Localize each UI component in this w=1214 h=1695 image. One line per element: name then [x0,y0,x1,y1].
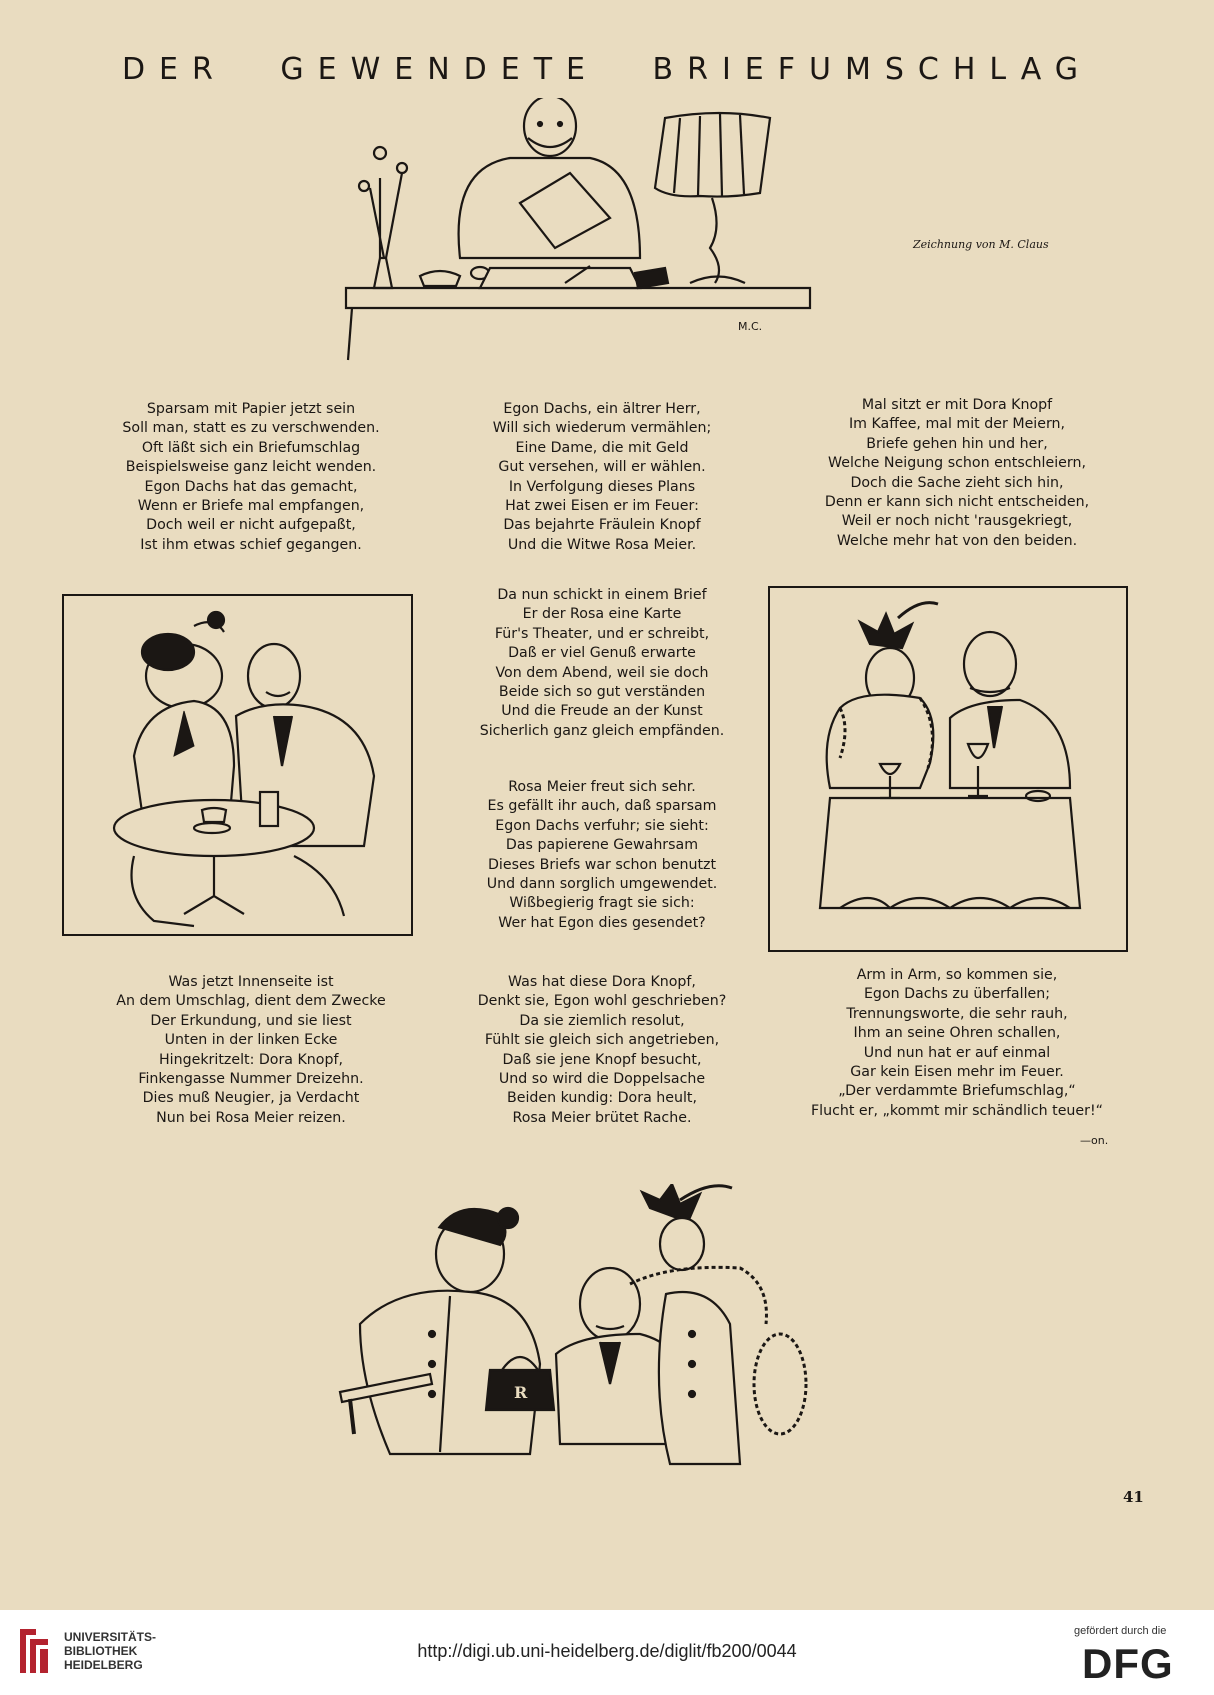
illustration-couple-cafe [64,596,409,932]
stanza-1 [86,400,416,555]
verse-line: Egon Dachs verfuhr; sie sieht: [495,817,709,834]
illustration-two-women-confront [320,1184,900,1474]
verse-line: Briefe gehen hin und her, [866,435,1048,452]
verse-line: Arm in Arm, so kommen sie, [856,967,1058,983]
verse-line: Im Kaffee, mal mit der Meiern, [848,416,1066,433]
verse-line: Doch weil er nicht aufgepaßt, [146,517,356,534]
author-signature: —on. [1080,1134,1109,1147]
illustration-man-at-desk [340,98,860,363]
bag-letter: R [514,1383,528,1402]
verse-line: Welche mehr hat von den beiden. [836,532,1078,549]
verse-line: Welche Neigung schon entschleiern, [828,455,1086,472]
verse-line: Beiden kundig: Dora heult, [506,1090,697,1107]
verse-line: Gut versehen, will er wählen. [498,459,706,476]
verse-line: Sicherlich ganz gleich empfänden. [479,722,725,739]
verse-line: Egon Dachs, ein ältrer Herr, [503,401,701,417]
verse-line: Beide sich so gut verständen [498,684,706,701]
institution-line-2: BIBLIOTHEK [64,1644,138,1658]
stanza-8 [792,966,1122,1121]
verse-line: Er der Rosa eine Karte [522,606,682,623]
verse-line: Denkt sie, Egon wohl geschrieben? [477,993,727,1010]
verse-line: Wenn er Briefe mal empfangen, [137,498,365,515]
verse-line: Ihm an seine Ohren schallen, [853,1025,1061,1042]
verse-line: Mal sitzt er mit Dora Knopf [861,397,1053,413]
verse-line: Rosa Meier freut sich sehr. [508,779,696,795]
verse-line: Und dann sorglich umgewendet. [486,876,718,893]
verse-line: Weil er noch nicht 'rausgekriegt, [841,513,1073,530]
page-number: 41 [1123,1488,1144,1506]
verse-line: Dieses Briefs war schon benutzt [487,856,717,873]
verse-line: Finkengasse Nummer Dreizehn. [138,1071,364,1088]
illustration-credit: Zeichnung von M. Claus [913,238,1049,251]
verse-line: Für's Theater, und er schreibt, [494,625,710,642]
verse-line: Von dem Abend, weil sie doch [495,664,709,681]
verse-line: Es gefällt ihr auch, daß sparsam [487,798,717,815]
stanza-7 [437,973,767,1128]
verse-line: Rosa Meier brütet Rache. [512,1109,692,1126]
verse-line: Soll man, statt es zu verschwenden. [122,420,380,437]
verse-line: Flucht er, „kommt mir schändlich teuer!“ [810,1102,1104,1119]
dfg-logo[interactable]: DFG [1082,1640,1174,1687]
verse-line: Doch die Sache zieht sich hin, [850,474,1064,491]
verse-line: Fühlt sie gleich sich angetrieben, [484,1032,720,1049]
verse-line: In Verfolgung dieses Plans [508,478,696,495]
verse-line: Was hat diese Dora Knopf, [508,974,696,990]
verse-line: Da nun schickt in einem Brief [497,587,707,603]
stanza-4 [437,586,767,741]
verse-line: „Der verdammte Briefumschlag,“ [838,1083,1076,1100]
verse-line: Und so wird die Doppelsache [498,1071,706,1088]
verse-line: Das papierene Gewahrsam [505,837,699,854]
stanza-6 [86,973,416,1128]
artist-initials: M.C. [738,320,763,333]
verse-line: Will sich wiederum vermählen; [492,420,712,437]
verse-line: Das bejahrte Fräulein Knopf [503,517,701,534]
verse-line: Nun bei Rosa Meier reizen. [156,1109,346,1126]
stanza-5 [437,778,767,933]
verse-line: Wißbegierig fragt sie sich: [509,895,695,912]
page-title: DER GEWENDETE BRIEFUMSCHLAG [121,52,1093,87]
verse-line: Und nun hat er auf einmal [863,1044,1051,1061]
institution-line-1: UNIVERSITÄTS- [64,1630,157,1644]
verse-line: Egon Dachs zu überfallen; [863,986,1051,1003]
verse-line: Dies muß Neugier, ja Verdacht [142,1090,360,1107]
verse-line: Was jetzt Innenseite ist [168,974,334,990]
verse-line: Der Erkundung, und sie liest [150,1012,352,1029]
verse-line: Wer hat Egon dies gesendet? [498,914,706,931]
verse-line: Eine Dame, die mit Geld [515,439,689,456]
verse-line: Und die Witwe Rosa Meier. [507,536,697,553]
verse-line: Trennungsworte, die sehr rauh, [846,1005,1068,1022]
stanza-2 [437,400,767,555]
verse-line: Egon Dachs hat das gemacht, [144,478,358,495]
verse-line: An dem Umschlag, dient dem Zwecke [116,993,386,1010]
verse-line: Ist ihm etwas schief gegangen. [140,536,362,553]
illustration-couple-table [770,588,1124,948]
verse-line: Daß er viel Genuß erwarte [508,645,696,662]
verse-line: Denn er kann sich nicht entscheiden, [824,494,1090,511]
funding-label: gefördert durch die [1074,1625,1167,1637]
verse-line: Gar kein Eisen mehr im Feuer. [850,1064,1064,1081]
stanza-3 [792,396,1122,551]
verse-line: Daß sie jene Knopf besucht, [502,1051,702,1068]
verse-line: Unten in der linken Ecke [164,1032,338,1049]
verse-line: Hat zwei Eisen er im Feuer: [505,498,699,515]
verse-line: Sparsam mit Papier jetzt sein [146,401,356,417]
verse-line: Oft läßt sich ein Briefumschlag [141,439,361,456]
verse-line: Und die Freude an der Kunst [501,703,703,720]
institution-line-3: HEIDELBERG [64,1658,143,1672]
verse-line: Beispielsweise ganz leicht wenden. [125,459,377,476]
verse-line: Hingekritzelt: Dora Knopf, [159,1051,343,1068]
source-url-link[interactable]: http://digi.ub.uni-heidelberg.de/diglit/fb200/0044 [417,1641,797,1661]
verse-line: Da sie ziemlich resolut, [519,1012,685,1029]
